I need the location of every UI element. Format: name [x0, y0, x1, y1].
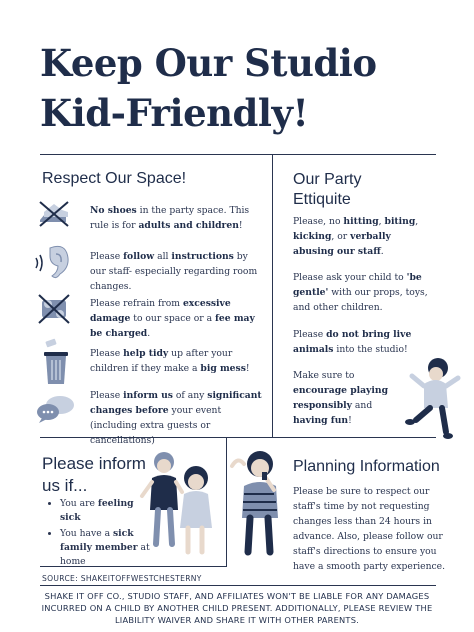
planning-heading: Planning Information: [293, 458, 440, 475]
respect-rule-3: Please refrain from excessive damage to our space or a fee may be charged.: [90, 298, 255, 339]
inform-heading-line-1: Please inform: [42, 454, 146, 473]
source-credit: SOURCE: SHAKEITOFFWESTCHESTERNY: [42, 574, 202, 583]
dancing-girl-illustration: [398, 356, 464, 440]
etiquette-heading-line-1: Our Party: [293, 171, 362, 188]
inform-list: [46, 497, 150, 571]
inform-heading: [42, 453, 146, 497]
inform-heading-line-2: us if...: [42, 476, 88, 495]
poster-title: [40, 38, 440, 138]
trash-can-icon: [40, 338, 72, 386]
inform-item-1: • You are feeling sick: [60, 497, 150, 525]
divider-vertical-lower: [226, 437, 227, 567]
respect-rule-1: No shoes in the party space. This rule is for adults and children!: [90, 205, 250, 231]
divider-vertical-upper: [272, 154, 273, 438]
respect-rule-5: Please inform us of any significant changes before your event (including extra guests or cancellations): [90, 390, 262, 446]
divider-bottom: [40, 585, 436, 586]
etiquette-rule-1: Please, no hitting, biting, kicking, or verbally abusing our staff.: [293, 216, 419, 257]
divider-top: [40, 154, 436, 155]
respect-heading: Respect Our Space!: [42, 170, 187, 187]
inform-item-2: • You have a sick family member at home: [60, 527, 150, 569]
planning-text: Please be sure to respect our staff's time by not requesting changes less than 24 hours in advance. Also, please follow our staff's directions to ensure you have a smooth party experience.: [293, 486, 446, 572]
etiquette-heading: [293, 170, 361, 210]
liability-disclaimer: SHAKE IT OFF CO., STUDIO STAFF, AND AFFILIATES WON'T BE LIABLE FOR ANY DAMAGES INCURRED ON A CHILD BY ANOTHER CHILD PRESENT. ADDITIONALLY, PLEASE REVIEW THE LIABILITY WAIVER AND SHARE IT WITH OTHER PARENTS.: [41, 591, 433, 625]
respect-rule-2: Please follow all instructions by our staff- especially regarding room changes.: [90, 251, 258, 292]
etiquette-heading-line-2: Ettiquite: [293, 191, 351, 208]
etiquette-rule-4: Make sure to encourage playing responsibly and having fun!: [293, 370, 388, 426]
no-damage-icon: [36, 292, 72, 326]
etiquette-rule-2: Please ask your child to 'be gentle' with our props, toys, and other children.: [293, 272, 428, 313]
speech-bubbles-icon: [36, 394, 76, 424]
title-line-1: Keep Our Studio: [40, 41, 377, 85]
listening-ear-icon: [34, 242, 74, 282]
singing-girl-illustration: [228, 446, 290, 560]
no-shoes-icon: [36, 198, 72, 228]
sick-kids-illustration: [138, 448, 224, 560]
respect-rule-4: Please help tidy up after your children if they make a big mess!: [90, 348, 250, 374]
title-line-2: Kid-Friendly!: [40, 91, 309, 135]
etiquette-rule-3: Please do not bring live animals into the studio!: [293, 329, 412, 355]
